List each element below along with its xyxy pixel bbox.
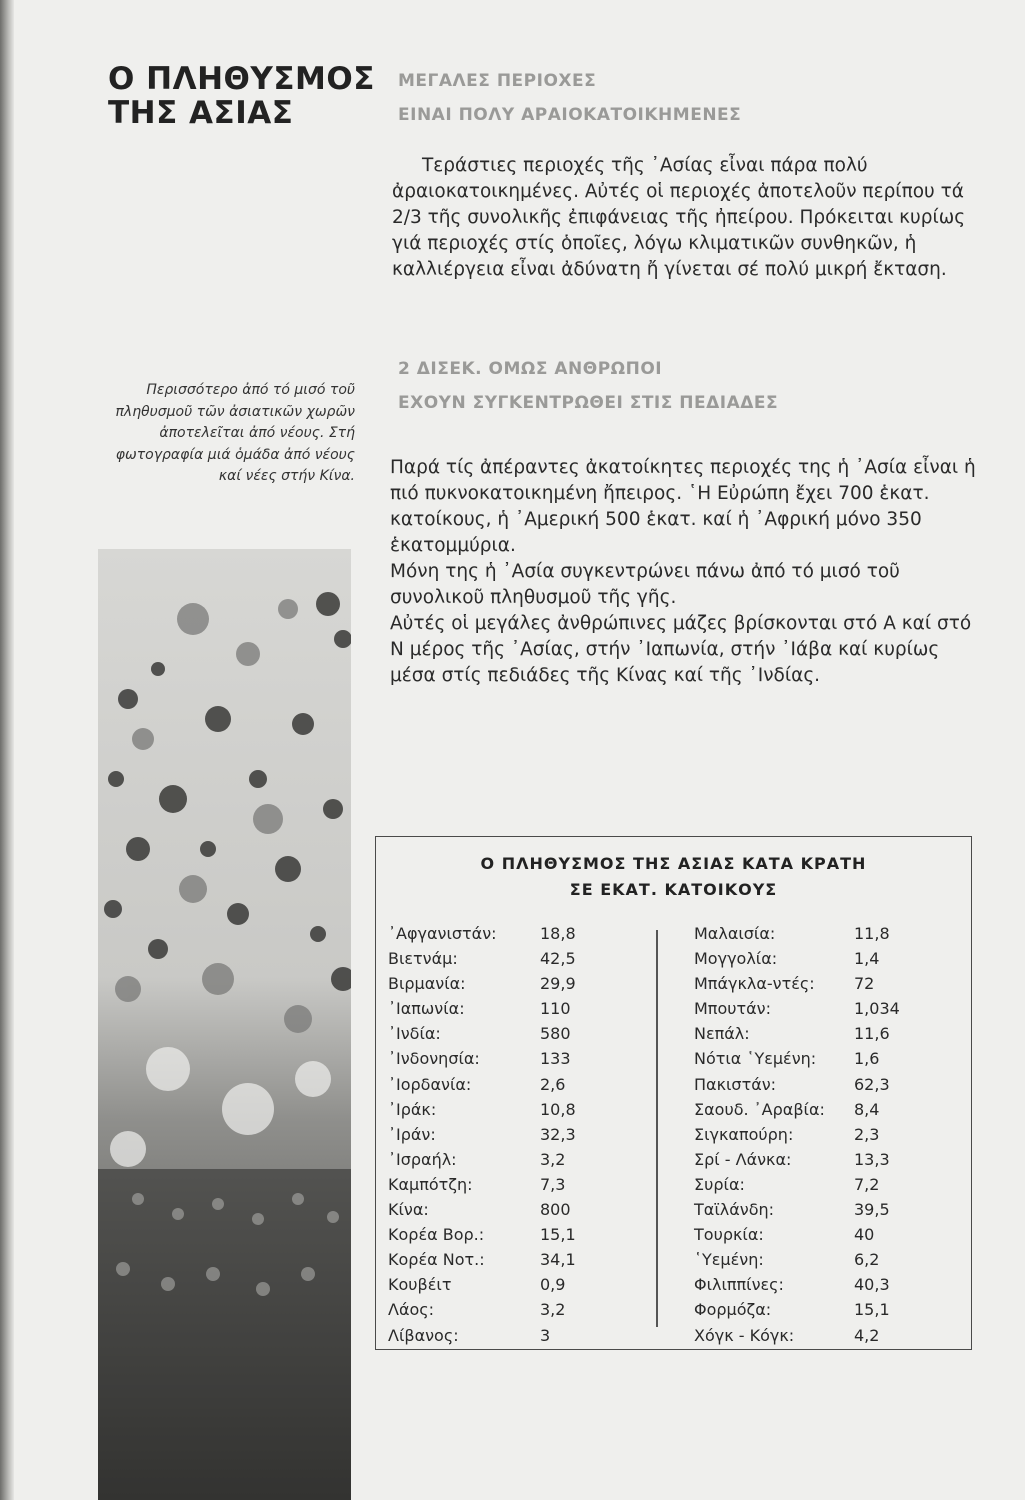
country-name: ᾿Ινδονησία: xyxy=(388,1049,480,1069)
table-row xyxy=(388,1172,608,1197)
country-name: Φιλιππίνες: xyxy=(694,1275,784,1295)
population-value: 11,8 xyxy=(854,924,890,943)
population-value: 40,3 xyxy=(854,1275,890,1295)
table-row xyxy=(694,1222,926,1247)
population-value: 133 xyxy=(540,1049,571,1069)
table-row xyxy=(694,971,926,996)
table-row xyxy=(388,946,608,971)
table-row xyxy=(694,1122,926,1147)
table-left-column xyxy=(388,921,608,1348)
country-name: Μπάγκλα-ντές: xyxy=(694,974,815,994)
table-row xyxy=(694,1272,926,1297)
country-name: Βιετνάμ: xyxy=(388,949,458,969)
section1-paragraph: Τεράστιες περιοχές τῆς ᾿Ασίας εἶναι πάρα πολύ ἀραιοκατοικημένες. Αὐτές οἱ περιοχές ἀποτελοῦν περίπου τά 2/3 τῆς συνολικῆς ἐπιφάνειας τῆς ἠπείρου. Πρόκειται κυρίως γιά περιοχές στίς ὁποῖες, λόγω κλιματικῶν συνθηκῶν, ἡ καλλιέργεια εἶναι ἀδύνατη ἤ γίνεται σέ πολύ μικρή ἔκταση. xyxy=(392,155,966,280)
population-value: 7,2 xyxy=(854,1174,880,1194)
country-name: ᾿Αφγανιστάν: xyxy=(388,924,497,943)
table-row xyxy=(388,1122,608,1147)
table-row xyxy=(388,971,608,996)
population-value: 8,4 xyxy=(854,1099,880,1119)
table-row xyxy=(388,1197,608,1222)
country-name: Φορμόζα: xyxy=(694,1300,772,1320)
population-value: 15,1 xyxy=(854,1300,890,1320)
population-value: 580 xyxy=(540,1024,571,1044)
country-name: Νότια ῾Υεμένη: xyxy=(694,1049,817,1069)
country-name: Μαλαισία: xyxy=(694,924,776,943)
country-name: Σαουδ. ᾿Αραβία: xyxy=(694,1099,825,1119)
population-value: 40 xyxy=(854,1225,875,1245)
country-name: ᾿Ιράκ: xyxy=(388,1099,437,1119)
table-title-line1: Ο ΠΛΗΘΥΣΜΟΣ ΤΗΣ ΑΣΙΑΣ ΚΑΤΑ ΚΡΑΤΗ xyxy=(480,854,867,873)
table-row xyxy=(694,1072,926,1097)
population-value: 42,5 xyxy=(540,949,576,969)
population-value: 7,3 xyxy=(540,1174,566,1194)
table-row xyxy=(388,1147,608,1172)
table-row xyxy=(694,1147,926,1172)
section2-paragraph-part3: Αὐτές οἱ μεγάλες ἀνθρώπινες μάζες βρίσκονται στό Α καί στό Ν μέρος τῆς ᾿Ασίας, στήν ᾿Ιαπωνία, στήν ᾿Ιάβα καί κυρίως μέσα στίς πεδιάδες τῆς Κίνας καί τῆς ᾿Ινδίας. xyxy=(390,613,972,686)
section1-heading xyxy=(398,64,741,132)
country-name: Λίβανος: xyxy=(388,1325,459,1345)
population-value: 13,3 xyxy=(854,1149,890,1169)
country-name: Βιρμανία: xyxy=(388,974,466,994)
population-value: 3,2 xyxy=(540,1300,566,1320)
country-name: Συρία: xyxy=(694,1174,745,1194)
population-value: 800 xyxy=(540,1200,571,1220)
table-row xyxy=(388,1021,608,1046)
table-row xyxy=(388,1097,608,1122)
table-row xyxy=(388,1272,608,1297)
table-row xyxy=(694,921,926,946)
country-name: Κορέα Βορ.: xyxy=(388,1225,485,1245)
population-value: 4,2 xyxy=(854,1325,880,1345)
page-binding-edge xyxy=(0,0,14,1500)
population-table xyxy=(375,836,972,1350)
population-value: 11,6 xyxy=(854,1024,890,1044)
population-value: 3,2 xyxy=(540,1149,566,1169)
population-value: 39,5 xyxy=(854,1200,890,1220)
country-name: Πακιστάν: xyxy=(694,1074,777,1094)
population-value: 110 xyxy=(540,999,571,1019)
country-name: Καμπότζη: xyxy=(388,1174,473,1194)
country-name: ῾Υεμένη: xyxy=(694,1250,764,1270)
country-name: Κουβέιτ xyxy=(388,1275,452,1295)
section2-heading xyxy=(398,352,778,420)
table-row xyxy=(388,1072,608,1097)
country-name: ᾿Ιαπωνία: xyxy=(388,999,465,1019)
table-row xyxy=(388,996,608,1021)
table-row xyxy=(388,1222,608,1247)
population-value: 62,3 xyxy=(854,1074,890,1094)
table-row xyxy=(694,996,926,1021)
table-title xyxy=(376,851,971,903)
population-value: 3 xyxy=(540,1325,551,1345)
population-value: 29,9 xyxy=(540,974,576,994)
country-name: Σρί - Λάνκα: xyxy=(694,1149,792,1169)
country-name: Χόγκ - Κόγκ: xyxy=(694,1325,795,1345)
population-value: 34,1 xyxy=(540,1250,576,1270)
population-value: 72 xyxy=(854,974,875,994)
population-value: 15,1 xyxy=(540,1225,576,1245)
table-title-line2: ΣΕ ΕΚΑΤ. ΚΑΤΟΙΚΟΥΣ xyxy=(569,880,778,899)
section2-paragraph-part1: Παρά τίς ἀπέραντες ἀκατοίκητες περιοχές της ἡ ᾿Ασία εἶναι ἡ πιό πυκνοκατοικημένη ἤπειρος. ῾Η Εὐρώπη ἔχει 700 ἑκατ. κατοίκους, ἡ ᾿Αμερική 500 ἑκατ. καί ἡ ᾿Αφρική μόνο 350 ἑκατομμύρια. xyxy=(390,457,976,556)
table-row xyxy=(388,1247,608,1272)
table-right-column xyxy=(694,921,926,1348)
population-value: 2,3 xyxy=(854,1124,880,1144)
table-row xyxy=(388,1323,608,1348)
population-value: 2,6 xyxy=(540,1074,566,1094)
youth-balloons-photo xyxy=(98,549,351,1500)
table-row xyxy=(694,1097,926,1122)
population-value: 32,3 xyxy=(540,1124,576,1144)
photo-caption: Περισσότερο ἀπό τό μισό τοῦ πληθυσμοῦ τῶν ἀσιατικῶν χωρῶν ἀποτελεῖται ἀπό νέους. Στή φωτογραφία μιά ὁμάδα ἀπό νέους καί νέες στήν Κίνα. xyxy=(115,382,355,484)
country-name: ᾿Ινδία: xyxy=(388,1024,441,1044)
table-row xyxy=(694,1197,926,1222)
country-name: Ταϊλάνδη: xyxy=(694,1200,775,1220)
country-name: ᾿Ιορδανία: xyxy=(388,1074,472,1094)
table-row xyxy=(388,1046,608,1071)
population-value: 1,034 xyxy=(854,999,900,1019)
country-name: Μογγολία: xyxy=(694,949,778,969)
section2-paragraph-part2: Μόνη της ἡ ᾿Ασία συγκεντρώνει πάνω ἀπό τό μισό τοῦ συνολικοῦ πληθυσμοῦ τῆς γῆς. xyxy=(390,561,900,608)
table-row xyxy=(694,1297,926,1322)
section2-paragraph xyxy=(390,455,985,689)
population-value: 6,2 xyxy=(854,1250,880,1270)
section2-heading-line2: ΕΧΟΥΝ ΣΥΓΚΕΝΤΡΩΘΕΙ ΣΤΙΣ ΠΕΔΙΑΔΕΣ xyxy=(398,393,779,413)
country-name: Τουρκία: xyxy=(694,1225,764,1245)
country-name: ᾿Ιράν: xyxy=(388,1124,436,1144)
section1-heading-line1: ΜΕΓΑΛΕΣ ΠΕΡΙΟΧΕΣ xyxy=(398,71,597,91)
table-row xyxy=(694,946,926,971)
country-name: Κίνα: xyxy=(388,1200,429,1220)
section1-heading-line2: ΕΙΝΑΙ ΠΟΛΥ ΑΡΑΙΟΚΑΤΟΙΚΗΜΕΝΕΣ xyxy=(398,105,742,125)
population-value: 10,8 xyxy=(540,1099,576,1119)
population-value: 0,9 xyxy=(540,1275,566,1295)
country-name: ᾿Ισραήλ: xyxy=(388,1149,457,1169)
country-name: Μπουτάν: xyxy=(694,999,771,1019)
page-title-line2: ΤΗΣ ΑΣΙΑΣ xyxy=(108,95,294,131)
table-column-divider xyxy=(656,930,658,1327)
table-row xyxy=(694,1021,926,1046)
table-row xyxy=(694,1247,926,1272)
country-name: Σιγκαπούρη: xyxy=(694,1124,794,1144)
table-row xyxy=(388,921,608,946)
country-name: Λάος: xyxy=(388,1300,435,1320)
population-value: 1,4 xyxy=(854,949,880,969)
country-name: Νεπάλ: xyxy=(694,1024,750,1044)
table-row xyxy=(694,1046,926,1071)
page-title-line1: Ο ΠΛΗΘΥΣΜΟΣ xyxy=(108,61,375,97)
population-value: 1,6 xyxy=(854,1049,880,1069)
section2-heading-line1: 2 ΔΙΣΕΚ. ΟΜΩΣ ΑΝΘΡΩΠΟΙ xyxy=(398,359,663,379)
page-title xyxy=(108,62,375,130)
population-value: 18,8 xyxy=(540,924,576,943)
country-name: Κορέα Νοτ.: xyxy=(388,1250,485,1270)
table-row xyxy=(694,1323,926,1348)
table-row xyxy=(388,1297,608,1322)
table-row xyxy=(694,1172,926,1197)
